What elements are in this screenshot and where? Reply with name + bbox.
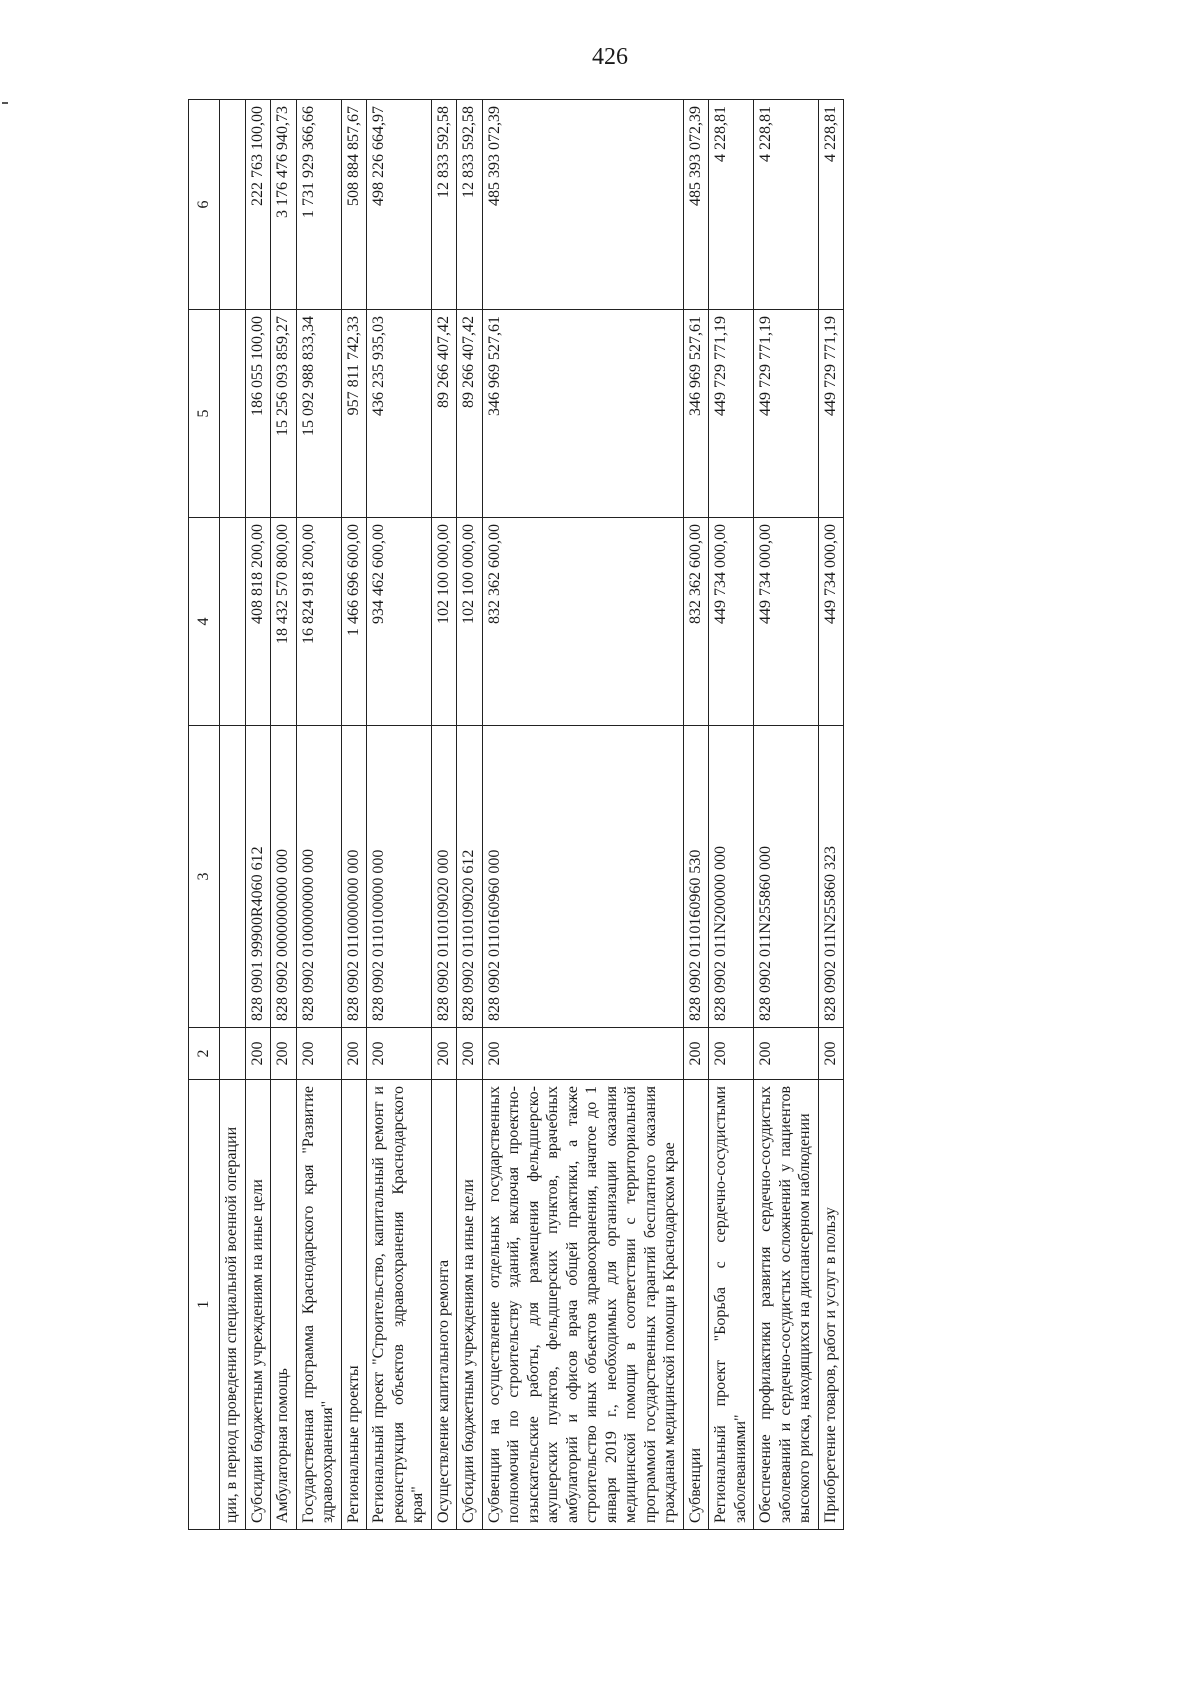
table-row [271,100,297,1530]
row-executed-cell: 15 256 093 859,27 [271,310,297,518]
header-cell-6: 6 [189,100,220,310]
row-approved-cell [220,518,246,726]
row-code-cell [220,726,246,1028]
row-executed-cell: 89 266 407,42 [457,310,483,518]
row-name-cell: Региональный проект "Строительство, капитальный ремонт и реконструкция объектов здравоохранения Краснодарского края" [367,1080,432,1530]
row-name-cell: Амбулаторная помощь [271,1080,297,1530]
row-code-cell: 828 0902 0110000000 000 [341,726,367,1028]
row-executed-cell: 15 092 988 833,34 [296,310,341,518]
row-remaining-cell: 1 731 929 366,66 [296,100,341,310]
row-remaining-cell: 222 763 100,00 [245,100,271,310]
row-kvr-cell: 200 [341,1028,367,1080]
table-row [220,100,246,1530]
table-row [482,100,683,1530]
row-kvr-cell: 200 [818,1028,844,1080]
row-kvr-cell: 200 [367,1028,432,1080]
row-executed-cell: 449 729 771,19 [754,310,819,518]
page-number: 426 [592,44,628,70]
row-kvr-cell: 200 [296,1028,341,1080]
row-remaining-cell: 508 884 857,67 [341,100,367,310]
row-name-cell: Субсидии бюджетным учреждениям на иные цели [457,1080,483,1530]
row-approved-cell: 1 466 696 600,00 [341,518,367,726]
row-executed-cell: 346 969 527,61 [482,310,683,518]
row-kvr-cell: 200 [683,1028,709,1080]
row-remaining-cell: 12 833 592,58 [431,100,457,310]
table-row [457,100,483,1530]
row-code-cell: 828 0902 0100000000 000 [296,726,341,1028]
row-remaining-cell: 498 226 664,97 [367,100,432,310]
header-cell-1: 1 [189,1080,220,1530]
header-cell-2: 2 [189,1028,220,1080]
row-code-cell: 828 0902 0110160960 000 [482,726,683,1028]
row-kvr-cell: 200 [754,1028,819,1080]
row-remaining-cell: 4 228,81 [818,100,844,310]
row-approved-cell: 832 362 600,00 [482,518,683,726]
row-kvr-cell: 200 [457,1028,483,1080]
header-cell-3: 3 [189,726,220,1028]
row-remaining-cell: 485 393 072,39 [683,100,709,310]
row-remaining-cell [220,100,246,310]
row-approved-cell: 449 734 000,00 [818,518,844,726]
row-kvr-cell: 200 [709,1028,754,1080]
row-name-cell: Субвенции [683,1080,709,1530]
table-row [818,100,844,1530]
row-approved-cell: 102 100 000,00 [457,518,483,726]
row-name-cell: Приобретение товаров, работ и услуг в пользу [818,1080,844,1530]
header-cell-5: 5 [189,310,220,518]
row-approved-cell: 449 734 000,00 [709,518,754,726]
row-code-cell: 828 0902 011N255860 323 [818,726,844,1028]
row-code-cell: 828 0902 0110109020 000 [431,726,457,1028]
table-row [245,100,271,1530]
row-executed-cell: 449 729 771,19 [818,310,844,518]
row-code-cell: 828 0902 0000000000 000 [271,726,297,1028]
row-kvr-cell: 200 [482,1028,683,1080]
scan-artifact [2,102,8,104]
row-executed-cell: 346 969 527,61 [683,310,709,518]
row-code-cell: 828 0902 0110160960 530 [683,726,709,1028]
row-executed-cell: 89 266 407,42 [431,310,457,518]
row-kvr-cell: 200 [245,1028,271,1080]
table-header-row [189,100,220,1530]
row-remaining-cell: 12 833 592,58 [457,100,483,310]
row-executed-cell: 449 729 771,19 [709,310,754,518]
row-approved-cell: 408 818 200,00 [245,518,271,726]
row-code-cell: 828 0902 011N200000 000 [709,726,754,1028]
row-name-cell: Государственная программа Краснодарского края "Развитие здравоохранения" [296,1080,341,1530]
row-approved-cell: 16 824 918 200,00 [296,518,341,726]
header-cell-4: 4 [189,518,220,726]
row-name-cell: Субсидии бюджетным учреждениям на иные цели [245,1080,271,1530]
budget-execution-table [188,99,844,1530]
row-name-cell: Субвенции на осуществление отдельных государственных полномочий по строительству зданий, включая проектно-изыскательские работы, для размещения фельдшерско-акушерских пунктов, фельдшерских пунктов, врачебных амбулаторий и офисов врача общей практики, а также строительство иных объектов здравоохранения, начатое до 1 января 2019 г., необходимых для организации оказания медицинской помощи в соответствии с территориальной программой государственных гарантий бесплатного оказания гражданам медицинской помощи в Краснодарском крае [482,1080,683,1530]
table-row [296,100,341,1530]
row-executed-cell [220,310,246,518]
row-name-cell: Региональный проект "Борьба с сердечно-сосудистыми заболеваниями" [709,1080,754,1530]
row-approved-cell: 102 100 000,00 [431,518,457,726]
row-kvr-cell [220,1028,246,1080]
table-row [431,100,457,1530]
row-remaining-cell: 3 176 476 940,73 [271,100,297,310]
row-code-cell: 828 0902 0110100000 000 [367,726,432,1028]
row-remaining-cell: 4 228,81 [709,100,754,310]
rotated-table-container [188,100,1048,1530]
row-kvr-cell: 200 [271,1028,297,1080]
row-approved-cell: 934 462 600,00 [367,518,432,726]
row-name-cell: ции, в период проведения специальной военной операции [220,1080,246,1530]
table-row [367,100,432,1530]
row-name-cell: Осуществление капитального ремонта [431,1080,457,1530]
row-remaining-cell: 4 228,81 [754,100,819,310]
row-name-cell: Региональные проекты [341,1080,367,1530]
row-code-cell: 828 0901 99900R4060 612 [245,726,271,1028]
row-code-cell: 828 0902 011N255860 000 [754,726,819,1028]
table-body [189,100,844,1530]
row-approved-cell: 18 432 570 800,00 [271,518,297,726]
table-row [683,100,709,1530]
table-row [754,100,819,1530]
row-kvr-cell: 200 [431,1028,457,1080]
row-code-cell: 828 0902 0110109020 612 [457,726,483,1028]
row-executed-cell: 436 235 935,03 [367,310,432,518]
row-remaining-cell: 485 393 072,39 [482,100,683,310]
row-name-cell: Обеспечение профилактики развития сердечно-сосудистых заболеваний и сердечно-сосудистых осложнений у пациентов высокого риска, находящихся на диспансерном наблюдении [754,1080,819,1530]
row-approved-cell: 449 734 000,00 [754,518,819,726]
table-row [341,100,367,1530]
row-approved-cell: 832 362 600,00 [683,518,709,726]
row-executed-cell: 957 811 742,33 [341,310,367,518]
table-row [709,100,754,1530]
row-executed-cell: 186 055 100,00 [245,310,271,518]
